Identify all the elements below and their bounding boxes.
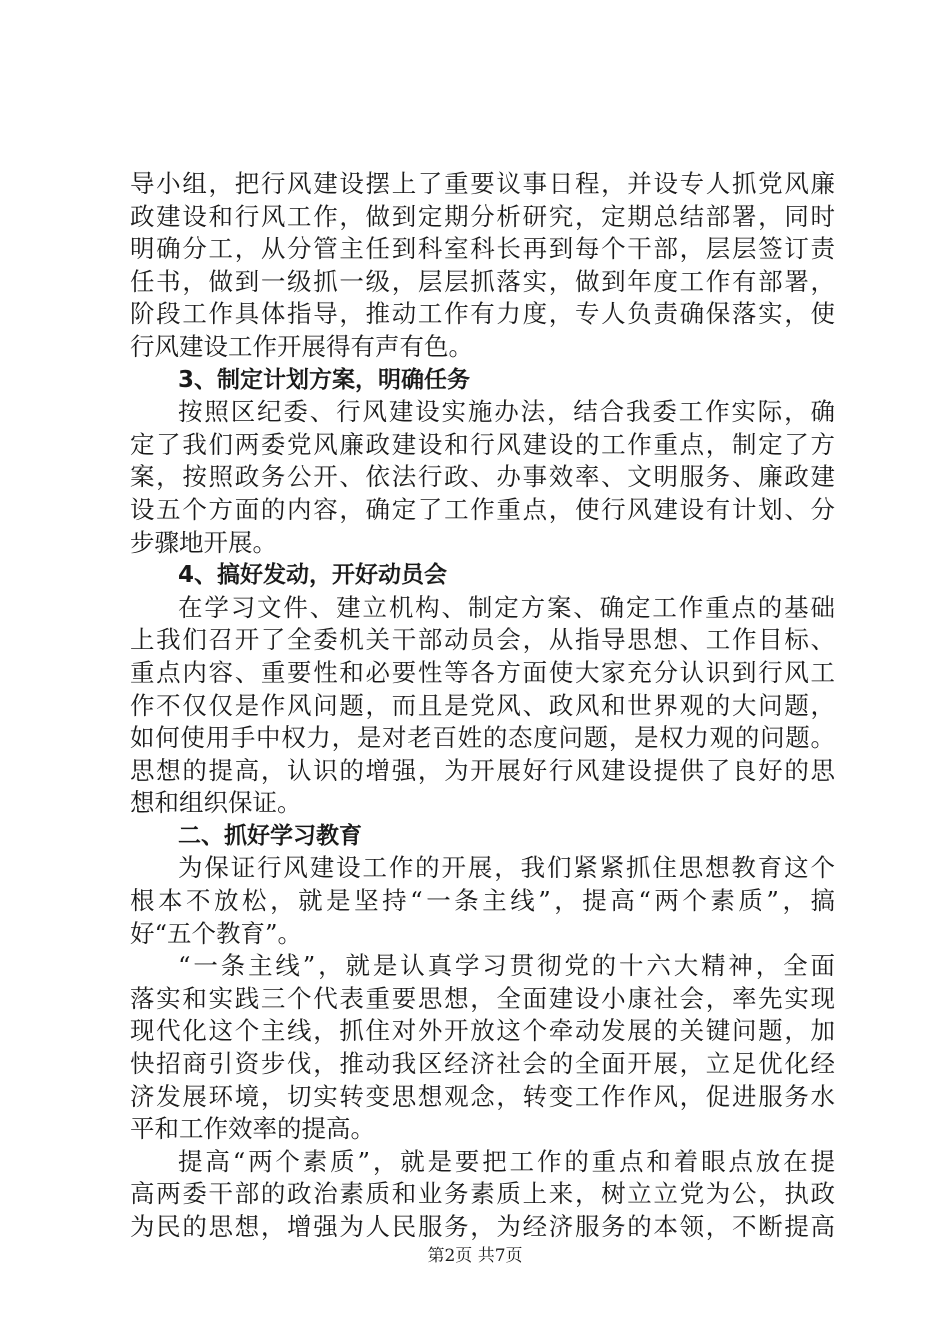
text-line: 设五个方面的内容，确定了工作重点，使行风建设有计划、分 (130, 494, 835, 524)
text-line: 落实和实践三个代表重要思想，全面建设小康社会，率先实现 (130, 983, 835, 1013)
text-line: 步骤地开展。 (130, 527, 277, 557)
text-line: 导小组，把行风建设摆上了重要议事日程，并设专人抓党风廉 (130, 169, 835, 198)
text-line: 想和组织保证。 (130, 788, 302, 818)
document-body (130, 168, 835, 1244)
text-line: 提高“两个素质”，就是要把工作的重点和着眼点放在提 (178, 1146, 835, 1176)
text-line: 定了我们两委党风廉政建设和行风建设的工作重点，制定了方 (130, 429, 835, 459)
text-line: 重点内容、重要性和必要性等各方面使大家充分认识到行风工 (130, 657, 835, 687)
section-heading: 3、制定计划方案，明确任务 (178, 366, 471, 393)
text-line: 快招商引资步伐，推动我区经济社会的全面开展，立足优化经 (130, 1049, 835, 1079)
text-line: 在学习文件、建立机构、制定方案、确定工作重点的基础 (178, 592, 835, 622)
text-line: 上我们召开了全委机关干部动员会，从指导思想、工作目标、 (130, 625, 835, 655)
section-heading: 二、抓好学习教育 (178, 822, 362, 849)
text-line: 明确分工，从分管主任到科室科长再到每个干部，层层签订责 (130, 234, 835, 264)
text-line: 济发展环境，切实转变思想观念，转变工作作风，促进服务水 (130, 1081, 835, 1111)
text-line: 如何使用手中权力，是对老百姓的态度问题，是权力观的问题。 (130, 723, 835, 753)
page-footer: 第2页 共7页 (427, 1246, 523, 1266)
section-heading: 4、搞好发动，开好动员会 (178, 562, 448, 589)
text-line: 好“五个教育”。 (130, 918, 303, 948)
text-line: 案，按照政务公开、依法行政、办事效率、文明服务、廉政建 (130, 462, 835, 492)
text-line: 行风建设工作开展得有声有色。 (130, 331, 473, 361)
text-line: 按照区纪委、行风建设实施办法，结合我委工作实际，确 (178, 397, 835, 427)
text-line: 作不仅仅是作风问题，而且是党风、政风和世界观的大问题， (130, 690, 835, 720)
text-line: 任书，做到一级抓一级，层层抓落实，做到年度工作有部署， (130, 266, 835, 296)
text-line: 为民的思想，增强为人民服务，为经济服务的本领，不断提高 (130, 1212, 835, 1241)
text-line: 为保证行风建设工作的开展，我们紧紧抓住思想教育这个 (178, 853, 835, 883)
text-line: 高两委干部的政治素质和业务素质上来，树立立党为公，执政 (130, 1179, 835, 1209)
text-line: 现代化这个主线，抓住对外开放这个牵动发展的关键问题，加 (130, 1016, 835, 1046)
text-line: 阶段工作具体指导，推动工作有力度，专人负责确保落实，使 (130, 299, 835, 329)
text-line: 政建设和行风工作，做到定期分析研究，定期总结部署，同时 (130, 201, 835, 231)
text-line: 根本不放松，就是坚持“一条主线”，提高“两个素质”，搞 (130, 886, 835, 916)
text-line: 思想的提高，认识的增强，为开展好行风建设提供了良好的思 (130, 755, 835, 785)
text-line: 平和工作效率的提高。 (130, 1114, 375, 1144)
text-line: “一条主线”，就是认真学习贯彻党的十六大精神，全面 (178, 951, 835, 981)
